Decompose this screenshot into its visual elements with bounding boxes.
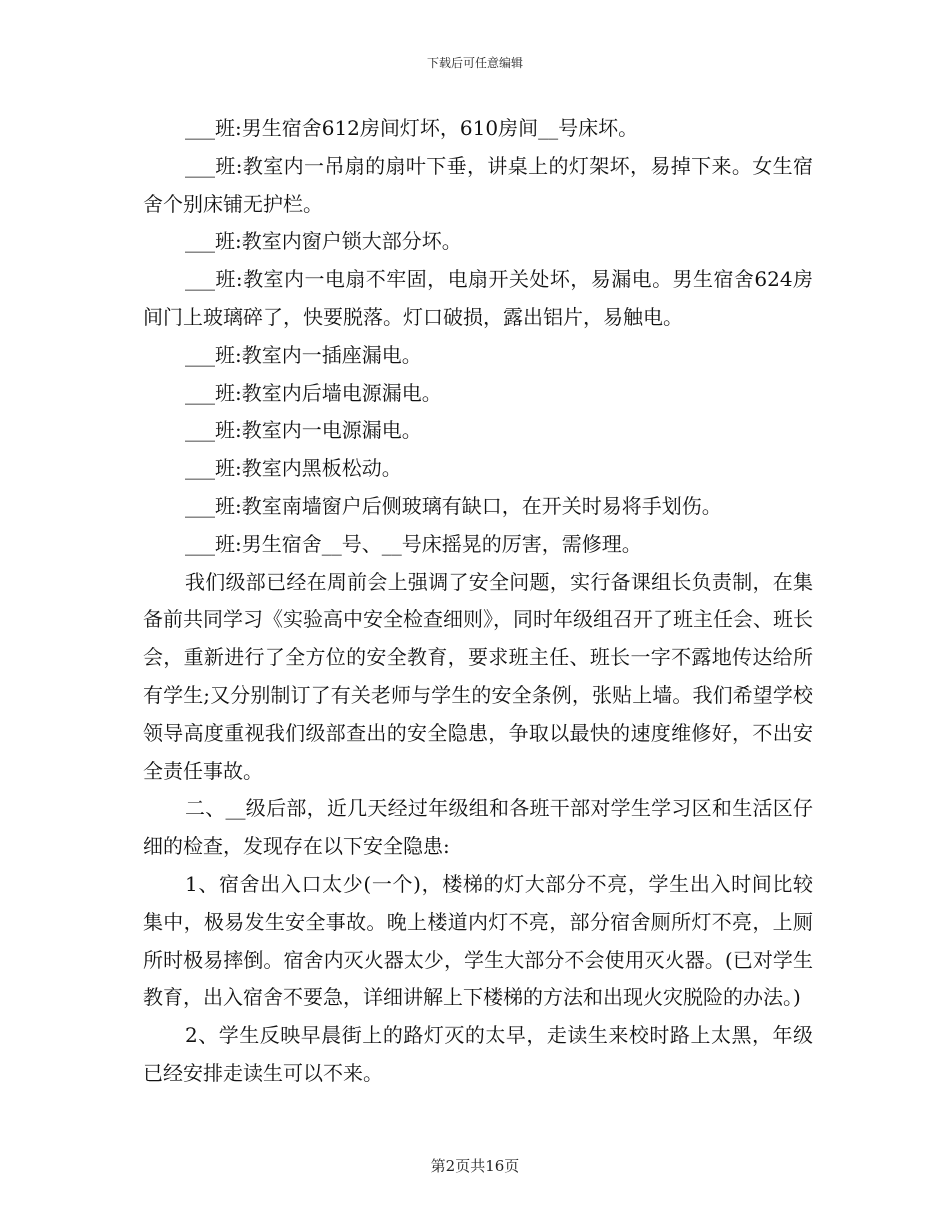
paragraph-class-9: ___班:教室南墙窗户后侧玻璃有缺口，在开关时易将手划伤。 bbox=[185, 493, 722, 518]
paragraph-class-1: ___班:男生宿舍612房间灯坏，610房间__号床坏。 bbox=[185, 116, 639, 140]
paragraph-class-2: ___班:教室内一吊扇的扇叶下垂，讲桌上的灯架坏，易掉下来。女生宿舍个别床铺无护栏。 bbox=[143, 153, 813, 216]
page-header: 下载后可任意编辑 bbox=[426, 56, 523, 70]
paragraph-class-7: ___班:教室内一电源漏电。 bbox=[185, 418, 422, 443]
paragraph-item-1: 1、宿舍出入口太少(一个)，楼梯的灯大部分不亮，学生出入时间比较集中，极易发生安全事故。晚上楼道内灯不亮，部分宿舍厕所灯不亮，上厕所时极易摔倒。宿舍内灭火器太少，学生大部分不会使用灭火器。(已对学生教育，出入宿舍不要急，详细讲解上下楼梯的方法和出现火灾脱险的办法。) bbox=[143, 871, 813, 1010]
document-body bbox=[143, 110, 813, 1093]
paragraph-summary: 我们级部已经在周前会上强调了安全问题，实行备课组长负责制，在集备前共同学习《实验高中安全检查细则》，同时年级组召开了班主任会、班长会，重新进行了全方位的安全教育，要求班主任、班长一字不露地传达给所有学生;又分别制订了有关老师与学生的安全条例，张贴上墙。我们希望学校领导高度重视我们级部查出的安全隐患，争取以最快的速度维修好，不出安全责任事故。 bbox=[143, 569, 813, 783]
paragraph-class-3: ___班:教室内窗户锁大部分坏。 bbox=[185, 229, 462, 254]
paragraph-class-6: ___班:教室内后墙电源漏电。 bbox=[185, 380, 442, 405]
paragraph-item-2: 2、学生反映早晨街上的路灯灭的太早，走读生来校时路上太黑，年级已经安排走读生可以不来。 bbox=[143, 1023, 813, 1085]
paragraph-class-10: ___班:男生宿舍__号、__号床摇晃的厉害，需修理。 bbox=[185, 531, 642, 556]
paragraph-class-8: ___班:教室内黑板松动。 bbox=[185, 456, 402, 481]
paragraph-section-two: 二、__级后部，近几天经过年级组和各班干部对学生学习区和生活区仔细的检查，发现存在以下安全隐患: bbox=[143, 796, 813, 859]
paragraph-class-5: ___班:教室内一插座漏电。 bbox=[185, 342, 422, 367]
page-footer: 第2页共16页 bbox=[430, 1157, 520, 1175]
paragraph-class-4: ___班:教室内一电扇不牢固，电扇开关处坏，易漏电。男生宿舍624房间门上玻璃碎了，快要脱落。灯口破损，露出铝片，易触电。 bbox=[143, 267, 813, 329]
